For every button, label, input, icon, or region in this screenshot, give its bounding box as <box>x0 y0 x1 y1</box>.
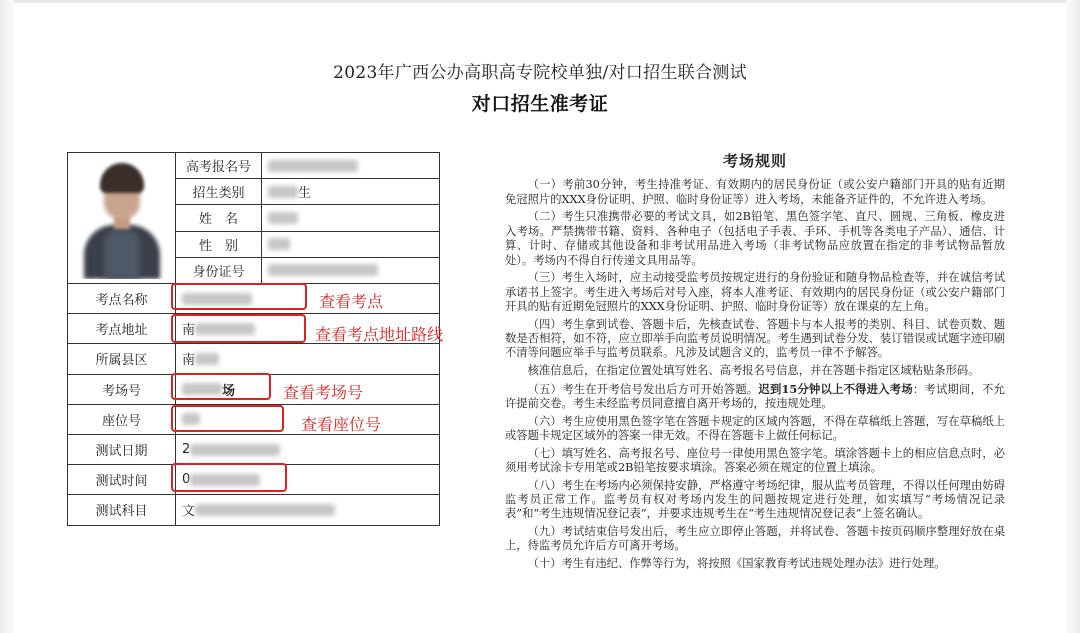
highlight-venue-name <box>171 283 307 310</box>
rule-item: （一）考前30分钟，考生持准考证、有效期内的居民身份证（或公安户籍部门开具的贴有近期免冠照片的XXX身份证明、护照、临时身份证等）进入考场，未能备齐证件的，不允许进入考场。 <box>505 178 1005 206</box>
value-gender <box>262 231 440 257</box>
rule-item: （六）考生应使用黑色签字笔在答题卡规定的区域内答题，不得在草稿纸上答题，写在草稿纸上或答题卡规定区域外的答案一律无效。不得在答题卡上做任何标记。 <box>505 414 1005 443</box>
value-test-date: 2 <box>176 434 440 464</box>
rule-item: （四）考生拿到试卷、答题卡后，先核查试卷、答题卡与本人报考的类别、科目、试卷页数、题数是否相符，如不符，应立即举手向监考员说明情况。考生遇到试卷分发、装订错误或试题字迹印刷不清等问题应举手与监考员联系。凡涉及试题含义的，监考员一律不予解答。 <box>505 317 1005 360</box>
redacted-value <box>268 160 358 172</box>
value-test-time: 0 <box>176 465 440 495</box>
highlight-venue-address <box>171 314 306 343</box>
value-exam-registration-number <box>262 153 440 179</box>
document-title: 2023年广西公办高职高专院校单独/对口招生联合测试 <box>333 63 747 83</box>
rule-item: （十）考生有违纪、作弊等行为，将按照《国家教育考试违规处理办法》进行处理。 <box>527 557 946 571</box>
redacted-value <box>268 212 298 224</box>
rule-item: （五）考生在开考信号发出后方可开始答题。迟到15分钟以上不得进入考场：考试期间，不允许提前交卷。考生未经监考员同意擅自离开考场的，按违规处理。 <box>505 381 1005 411</box>
rule-item: 核准信息后，在指定位置处填写姓名、高考报名号信息，并在答题卡指定区域粘贴条形码。 <box>527 364 980 378</box>
label-test-time: 测试时间 <box>68 465 176 495</box>
value-test-subject: 文 <box>176 495 440 525</box>
view-venue-address-link[interactable]: 查看考点地址路线 <box>315 325 444 344</box>
rule-item: （二）考生只准携带必要的考试文具，如2B铅笔、黑色签字笔、直尺、圆规、三角板、橡皮进入考场。严禁携带书籍、资料、各种电子（包括电子手表、手环、手机等各类电子产品）、通信、计算、计时、存储或其他设备和非考试用品进入考场（非考试物品应放置在指定的非考试物品暂放处）。考场内不得自行传递文具用品等。 <box>505 210 1005 267</box>
rule-item: （七）填写姓名、高考报名号、座位号一律使用黑色签字笔。填涂答题卡上的相应信息点时，必须用考试涂卡专用笔或2B铅笔按要求填涂。答案必须在规定的位置上填涂。 <box>505 446 1005 475</box>
view-seat-number-link[interactable]: 查看座位号 <box>301 415 382 434</box>
redacted-value <box>195 353 219 365</box>
value-id-number <box>262 257 440 283</box>
label-enrollment-category: 招生类别 <box>176 179 262 205</box>
redacted-value <box>268 264 378 276</box>
value-venue-address: 南 <box>176 314 440 344</box>
page-top-edge <box>0 0 1080 3</box>
label-gender: 性 别 <box>176 231 262 257</box>
value-room-number: 场 <box>176 374 440 404</box>
label-district: 所属县区 <box>68 344 176 374</box>
highlight-seat-number <box>171 405 284 432</box>
candidate-photo-blurred <box>74 157 170 279</box>
redacted-value <box>195 504 335 516</box>
value-district: 南 <box>176 344 440 374</box>
highlight-room-number <box>171 373 271 400</box>
label-seat-number: 座位号 <box>68 404 176 434</box>
rule-item: （三）考生入场时，应主动接受监考员按规定进行的身份验证和随身物品检查等，并在诚信考试承诺书上签字。考生进入考场后对号入座，将本人准考证、有效期内的居民身份证（或公安户籍部门开具的贴有近期免冠照片的XXX身份证明、护照、临时身份证等）放在课桌的左上角。 <box>505 271 1005 314</box>
value-enrollment-category: 生 <box>262 179 440 205</box>
label-test-subject: 测试科目 <box>68 495 176 525</box>
label-venue-name: 考点名称 <box>68 284 176 314</box>
exam-rules-title: 考场规则 <box>722 152 787 170</box>
document-subtitle: 对口招生准考证 <box>471 93 609 115</box>
highlight-test-time <box>171 463 287 492</box>
label-name: 姓 名 <box>176 205 262 231</box>
exam-rules-section <box>505 154 1005 575</box>
label-room-number: 考场号 <box>68 374 176 404</box>
label-venue-address: 考点地址 <box>68 314 176 344</box>
view-venue-link[interactable]: 查看考点 <box>319 292 384 311</box>
rule-emphasis: 迟到15分钟以上不得进入考场 <box>758 381 913 396</box>
label-test-date: 测试日期 <box>68 434 176 464</box>
view-room-number-link[interactable]: 查看考场号 <box>283 383 364 402</box>
redacted-value <box>268 186 298 198</box>
label-exam-registration-number: 高考报名号 <box>176 153 262 179</box>
label-id-number: 身份证号 <box>176 257 262 283</box>
redacted-value <box>190 444 280 456</box>
rule-item: （九）考试结束信号发出后，考生应立即停止答题，并将试卷、答题卡按页码顺序整理好放在桌上，待监考员允许后方可离开考场。 <box>505 525 1005 553</box>
redacted-value <box>268 238 290 250</box>
candidate-photo <box>68 153 176 284</box>
rule-item: （八）考生在考场内必须保持安静，严格遵守考场纪律，服从监考员管理，不得以任何理由妨碍监考员正常工作。监考员有权对考场内发生的问题按规定进行处理，如实填写“考场情况记录表”和“考生违规情况登记表”，并要求违规考生在“考生违规情况登记表”上签名确认。 <box>505 478 1005 521</box>
value-name <box>262 205 440 231</box>
